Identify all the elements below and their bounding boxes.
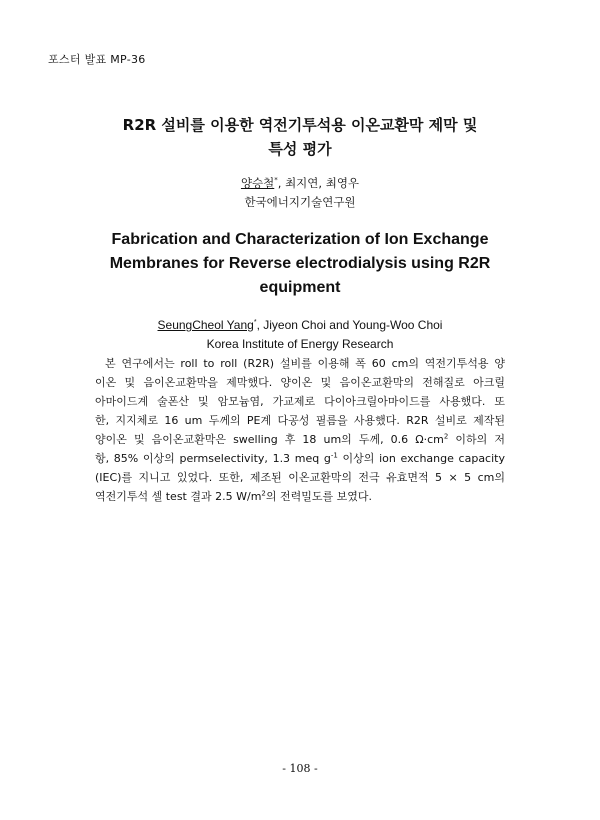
abstract-text: 양이온 및 음이온교환막은 swelling 후 18 um의 두께, 0.6 Ω·cm [95, 433, 444, 446]
korean-first-author: 양승철 [240, 176, 275, 190]
korean-title-line-1: R2R 설비를 이용한 역전기투석용 이온교환막 제막 및 [122, 116, 478, 134]
korean-title-line-2: 특성 평가 [268, 140, 332, 158]
english-title-line-3: equipment [259, 279, 341, 296]
corresponding-marker: * [274, 176, 278, 185]
english-title-line-1: Fabrication and Characterization of Ion Exchange [111, 231, 489, 248]
korean-author-list [0, 174, 600, 193]
english-title-line-2: Membranes for Reverse electrodialysis using R2R [109, 255, 491, 272]
abstract-line: 본 연구에서는 roll to roll (R2R) 설비를 이용해 폭 60 cm의 역전기투석용 양 [105, 357, 505, 370]
abstract-text: 의 전력밀도를 보였다. [265, 490, 372, 503]
abstract-line [95, 487, 505, 506]
english-first-author: SeungCheol Yang [157, 318, 254, 332]
english-affiliation: Korea Institute of Energy Research [206, 337, 394, 351]
english-co-authors: , Jiyeon Choi and Young-Woo Choi [256, 318, 443, 332]
english-authors-block [0, 316, 600, 354]
abstract-text: 역전기투석 셀 test 결과 2.5 W/m [95, 490, 262, 503]
abstract-text: 항, 85% 이상의 permselectivity, 1.3 meq g [95, 452, 331, 465]
abstract-line: 이온 및 음이온교환막을 제막했다. 양이온 및 음이온교환막의 전해질로 아크릴 [95, 376, 505, 389]
superscript: 2 [261, 489, 266, 498]
abstract-line: (IEC)를 지니고 있었다. 또한, 제조된 이온교환막의 전극 유효면적 5 × 5 cm의 [95, 471, 505, 484]
superscript: -1 [330, 451, 338, 460]
abstract-body [95, 354, 505, 506]
english-title [0, 228, 600, 300]
english-corresponding-marker: * [253, 319, 257, 326]
superscript: 2 [443, 432, 449, 441]
session-label: 포스터 발표 MP-36 [48, 53, 146, 66]
korean-affiliation: 한국에너지기술연구원 [244, 195, 356, 209]
korean-co-authors: , 최지연, 최영우 [277, 176, 360, 190]
abstract-line [95, 430, 505, 449]
abstract-line: 한, 지지체로 16 um 두께의 PE계 다공성 필름을 사용했다. R2R 설비로 제작된 [95, 414, 505, 427]
abstract-line: 아마이드계 술폰산 및 암모늄염, 가교제로 다이아크릴아마이드를 사용했다. 또 [95, 395, 505, 408]
korean-authors-block [0, 174, 600, 212]
english-author-list [0, 316, 600, 335]
page-number: - 108 - [282, 762, 318, 775]
abstract-line [95, 449, 505, 468]
abstract-text: 이상의 ion exchange capacity [337, 452, 505, 465]
korean-title [0, 113, 600, 161]
abstract-text: 이하의 저 [448, 433, 505, 446]
